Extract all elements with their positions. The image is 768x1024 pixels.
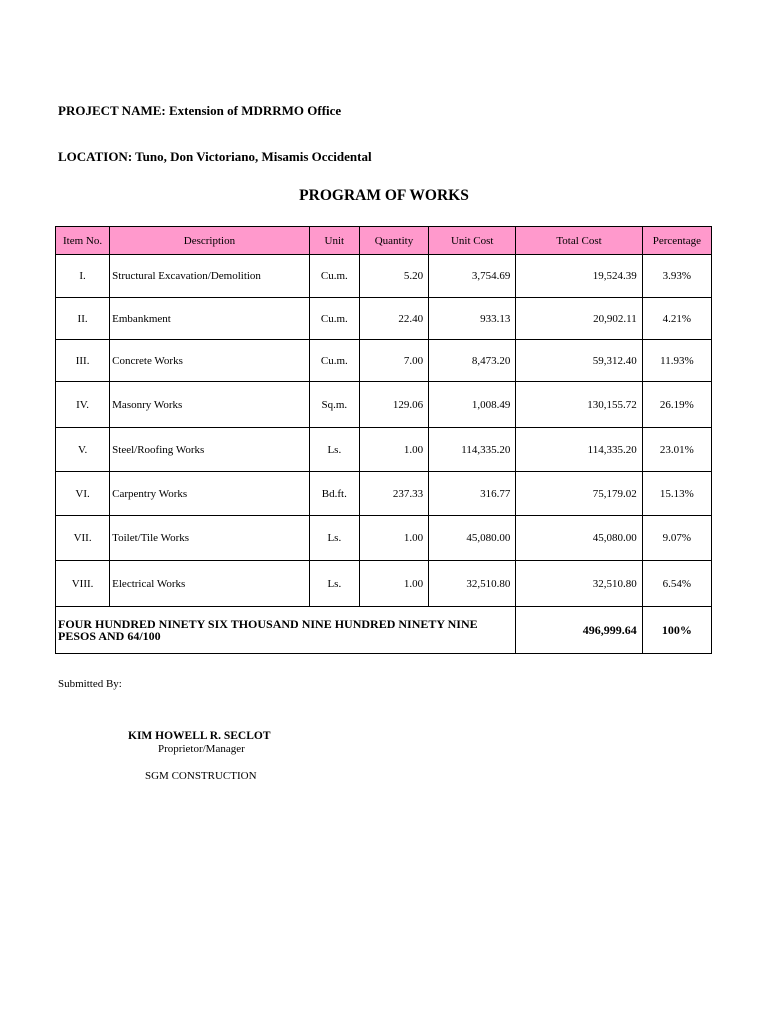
- total-cost-cell: 20,902.11: [516, 298, 642, 340]
- unit-cell: Cu.m.: [309, 340, 359, 382]
- unit-cost-cell: 933.13: [429, 298, 516, 340]
- quantity-cell: 1.00: [359, 428, 428, 472]
- signer-role: Proprietor/Manager: [158, 743, 245, 755]
- col-header-total-cost: Total Cost: [516, 227, 642, 255]
- percentage-cell: 15.13%: [642, 472, 711, 516]
- grand-total-cost: 496,999.64: [516, 607, 642, 654]
- unit-cell: Ls.: [309, 516, 359, 561]
- quantity-cell: 1.00: [359, 516, 428, 561]
- table-row: [56, 428, 712, 472]
- col-header-percentage: Percentage: [642, 227, 711, 255]
- total-cost-cell: 130,155.72: [516, 382, 642, 428]
- description-cell: Embankment: [110, 298, 310, 340]
- description-cell: Steel/Roofing Works: [110, 428, 310, 472]
- percentage-cell: 11.93%: [642, 340, 711, 382]
- unit-cell: Ls.: [309, 561, 359, 607]
- col-header-quantity: Quantity: [359, 227, 428, 255]
- percentage-cell: 9.07%: [642, 516, 711, 561]
- table-row: [56, 516, 712, 561]
- description-cell: Toilet/Tile Works: [110, 516, 310, 561]
- col-header-item-no: Item No.: [56, 227, 110, 255]
- grand-total-percentage: 100%: [642, 607, 711, 654]
- unit-cost-cell: 32,510.80: [429, 561, 516, 607]
- unit-cell: Sq.m.: [309, 382, 359, 428]
- quantity-cell: 22.40: [359, 298, 428, 340]
- total-cost-cell: 32,510.80: [516, 561, 642, 607]
- total-cost-cell: 19,524.39: [516, 255, 642, 298]
- percentage-cell: 3.93%: [642, 255, 711, 298]
- unit-cost-cell: 8,473.20: [429, 340, 516, 382]
- program-of-works-table: [55, 226, 712, 654]
- table-row: [56, 561, 712, 607]
- quantity-cell: 237.33: [359, 472, 428, 516]
- unit-cost-cell: 45,080.00: [429, 516, 516, 561]
- unit-cell: Ls.: [309, 428, 359, 472]
- submitted-by-label: Submitted By:: [58, 678, 122, 690]
- description-cell: Electrical Works: [110, 561, 310, 607]
- total-cost-cell: 114,335.20: [516, 428, 642, 472]
- quantity-cell: 5.20: [359, 255, 428, 298]
- percentage-cell: 26.19%: [642, 382, 711, 428]
- item-no-cell: V.: [56, 428, 110, 472]
- item-no-cell: VI.: [56, 472, 110, 516]
- item-no-cell: VII.: [56, 516, 110, 561]
- total-amount-in-words: FOUR HUNDRED NINETY SIX THOUSAND NINE HUNDRED NINETY NINE PESOS AND 64/100: [56, 607, 516, 654]
- description-cell: Concrete Works: [110, 340, 310, 382]
- unit-cost-cell: 3,754.69: [429, 255, 516, 298]
- item-no-cell: IV.: [56, 382, 110, 428]
- table-row: [56, 472, 712, 516]
- percentage-cell: 6.54%: [642, 561, 711, 607]
- description-cell: Structural Excavation/Demolition: [110, 255, 310, 298]
- quantity-cell: 129.06: [359, 382, 428, 428]
- unit-cost-cell: 114,335.20: [429, 428, 516, 472]
- item-no-cell: II.: [56, 298, 110, 340]
- table-row: [56, 340, 712, 382]
- total-cost-cell: 45,080.00: [516, 516, 642, 561]
- item-no-cell: VIII.: [56, 561, 110, 607]
- description-cell: Carpentry Works: [110, 472, 310, 516]
- col-header-unit: Unit: [309, 227, 359, 255]
- item-no-cell: I.: [56, 255, 110, 298]
- total-cost-cell: 59,312.40: [516, 340, 642, 382]
- percentage-cell: 23.01%: [642, 428, 711, 472]
- description-cell: Masonry Works: [110, 382, 310, 428]
- quantity-cell: 7.00: [359, 340, 428, 382]
- col-header-unit-cost: Unit Cost: [429, 227, 516, 255]
- unit-cost-cell: 316.77: [429, 472, 516, 516]
- document-title: PROGRAM OF WORKS: [299, 187, 469, 204]
- quantity-cell: 1.00: [359, 561, 428, 607]
- unit-cell: Cu.m.: [309, 298, 359, 340]
- unit-cost-cell: 1,008.49: [429, 382, 516, 428]
- company-name: SGM CONSTRUCTION: [145, 770, 257, 782]
- unit-cell: Cu.m.: [309, 255, 359, 298]
- table-row: [56, 298, 712, 340]
- table-total-row: [56, 607, 712, 654]
- project-name: PROJECT NAME: Extension of MDRRMO Office: [58, 103, 342, 118]
- signer-name: KIM HOWELL R. SECLOT: [128, 730, 271, 742]
- unit-cell: Bd.ft.: [309, 472, 359, 516]
- item-no-cell: III.: [56, 340, 110, 382]
- table-row: [56, 255, 712, 298]
- col-header-description: Description: [110, 227, 310, 255]
- total-cost-cell: 75,179.02: [516, 472, 642, 516]
- table-header-row: [56, 227, 712, 255]
- percentage-cell: 4.21%: [642, 298, 711, 340]
- project-location: LOCATION: Tuno, Don Victoriano, Misamis Occidental: [58, 149, 372, 164]
- table-row: [56, 382, 712, 428]
